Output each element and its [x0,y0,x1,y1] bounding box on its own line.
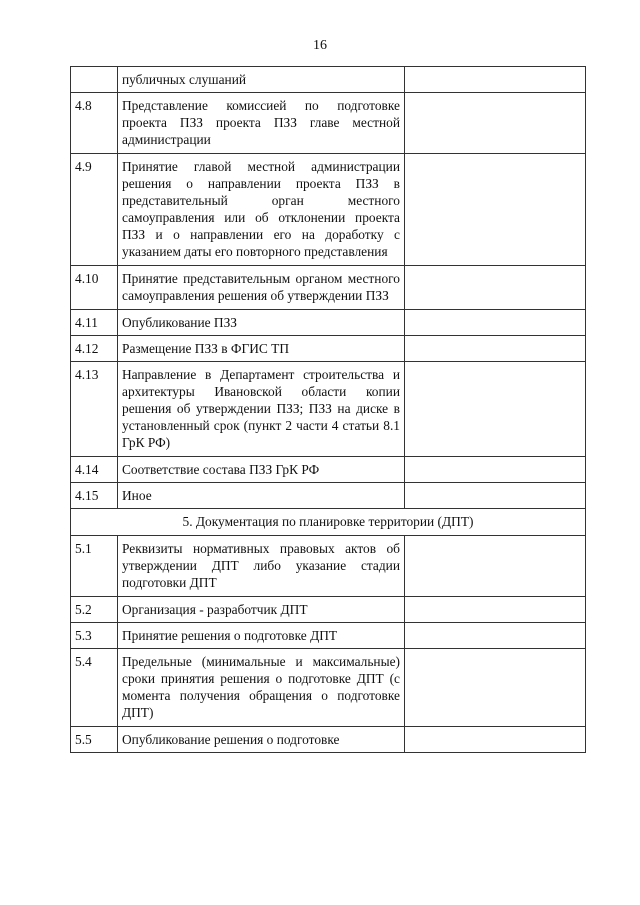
row-description: Реквизиты нормативных правовых актов об утверждении ДПТ либо указание стадии подготовки ДПТ [118,536,405,597]
table-row [71,623,586,649]
table-row [71,362,586,457]
table-row [71,310,586,336]
table-row [71,266,586,310]
table-row [71,154,586,266]
row-value-cell [405,310,586,336]
row-value-cell [405,597,586,623]
row-number: 5.1 [71,536,118,597]
row-description: Соответствие состава ПЗЗ ГрК РФ [118,457,405,483]
table-row [71,483,586,509]
row-value-cell [405,266,586,310]
row-value-cell [405,623,586,649]
table-row [71,597,586,623]
table-row [71,93,586,154]
row-description: Размещение ПЗЗ в ФГИС ТП [118,336,405,362]
row-number: 4.14 [71,457,118,483]
row-number: 5.2 [71,597,118,623]
section-title: 5. Документация по планировке территории (ДПТ) [71,509,586,536]
row-number: 4.9 [71,154,118,266]
row-value-cell [405,457,586,483]
row-number: 5.5 [71,727,118,753]
row-value-cell [405,67,586,93]
row-value-cell [405,536,586,597]
section-header-row [71,509,586,536]
row-description: Направление в Департамент строительства и архитектуры Ивановской области копии решения об утверждении ПЗЗ; ПЗЗ на диске в установленный срок (пункт 2 части 4 статьи 8.1 ГрК РФ) [118,362,405,457]
row-description: Опубликование решения о подготовке [118,727,405,753]
table-row [71,457,586,483]
row-description: Предельные (минимальные и максимальные) сроки принятия решения о подготовке ДПТ (с момента получения обращения о подготовке ДПТ) [118,649,405,727]
row-description: публичных слушаний [118,67,405,93]
table-row [71,336,586,362]
row-number: 5.3 [71,623,118,649]
row-number: 4.13 [71,362,118,457]
row-value-cell [405,649,586,727]
row-number: 5.4 [71,649,118,727]
row-description: Принятие решения о подготовке ДПТ [118,623,405,649]
row-number: 4.10 [71,266,118,310]
checklist-table [70,66,586,753]
table-row [71,649,586,727]
row-value-cell [405,336,586,362]
table-row [71,536,586,597]
row-value-cell [405,727,586,753]
table-row [71,67,586,93]
row-description: Принятие представительным органом местного самоуправления решения об утверждении ПЗЗ [118,266,405,310]
row-description: Организация - разработчик ДПТ [118,597,405,623]
row-number [71,67,118,93]
row-number: 4.8 [71,93,118,154]
row-number: 4.11 [71,310,118,336]
row-description: Опубликование ПЗЗ [118,310,405,336]
row-description: Иное [118,483,405,509]
row-number: 4.12 [71,336,118,362]
row-description: Представление комиссией по подготовке проекта ПЗЗ проекта ПЗЗ главе местной администрации [118,93,405,154]
row-value-cell [405,154,586,266]
row-description: Принятие главой местной администрации решения о направлении проекта ПЗЗ в представительный орган местного самоуправления или об отклонении проекта ПЗЗ и о направлении его на доработку с указанием даты его повторного представления [118,154,405,266]
row-value-cell [405,93,586,154]
row-number: 4.15 [71,483,118,509]
row-value-cell [405,483,586,509]
table-row [71,727,586,753]
row-value-cell [405,362,586,457]
page-number: 16 [313,38,327,53]
